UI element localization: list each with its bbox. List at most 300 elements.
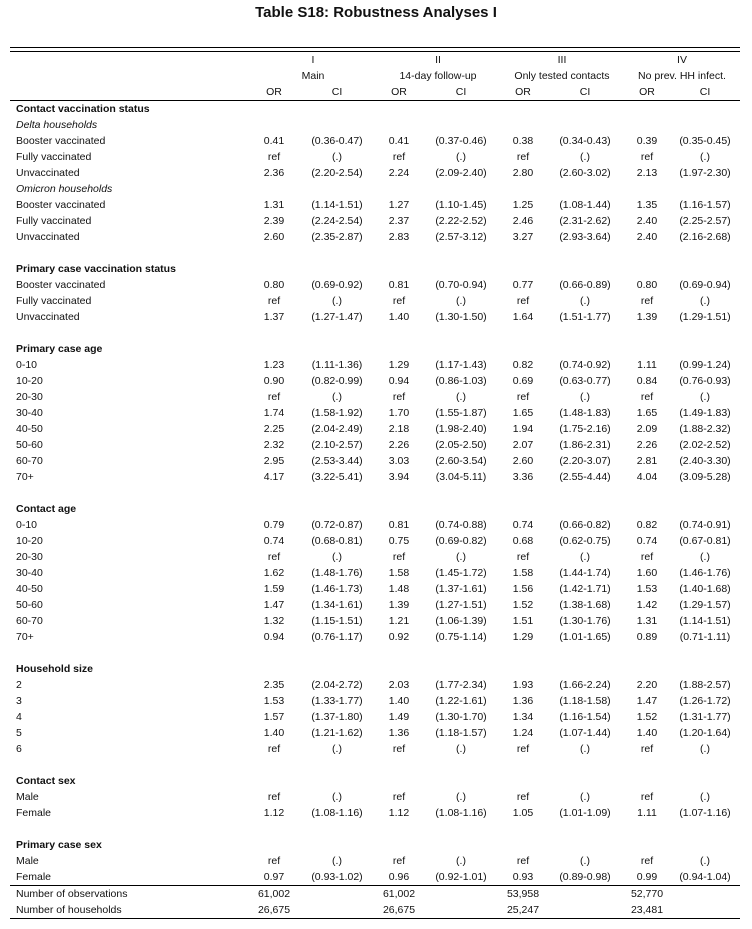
or-value: ref [640, 855, 654, 867]
or-value: 1.12 [388, 807, 410, 819]
or-value: 0.69 [512, 375, 534, 387]
header-spacer [10, 84, 250, 101]
or-value: 1.94 [512, 423, 534, 435]
section-title: Primary case vaccination status [16, 263, 176, 275]
section-title: Contact sex [16, 775, 76, 787]
ci-value: (2.60-3.54) [435, 455, 487, 467]
ci-value: (1.07-1.16) [679, 807, 731, 819]
table-row [10, 789, 740, 805]
ci-value: (3.22-5.41) [311, 471, 363, 483]
or-value: 1.35 [636, 199, 658, 211]
section-header [10, 773, 740, 789]
ci-value: (2.57-3.12) [435, 231, 487, 243]
or-value: 1.31 [263, 199, 285, 211]
footer-value: 26,675 [376, 902, 422, 919]
or-value: 2.40 [636, 215, 658, 227]
row-label: 5 [16, 727, 22, 739]
or-value: ref [267, 791, 281, 803]
ci-value: (.) [456, 791, 466, 803]
or-value: 0.81 [388, 519, 410, 531]
table-row [10, 517, 740, 533]
or-value: 1.36 [512, 695, 534, 707]
or-value: 1.24 [512, 727, 534, 739]
or-value: 0.41 [263, 135, 285, 147]
or-value: 2.36 [263, 167, 285, 179]
or-value: ref [516, 391, 530, 403]
row-label: 70+ [16, 631, 34, 643]
or-value: ref [516, 551, 530, 563]
or-value: ref [392, 791, 406, 803]
ci-value: (1.21-1.62) [311, 727, 363, 739]
ci-value: (1.88-2.32) [679, 423, 731, 435]
or-value: 1.57 [263, 711, 285, 723]
or-value: ref [392, 855, 406, 867]
row-label: Unvaccinated [16, 311, 80, 323]
or-value: 1.21 [388, 615, 410, 627]
table-title: Table S18: Robustness Analyses I [255, 4, 497, 21]
ci-value: (1.58-1.92) [311, 407, 363, 419]
row-label: 70+ [16, 471, 34, 483]
row-label: Fully vaccinated [16, 215, 92, 227]
ci-value: (1.31-1.77) [679, 711, 731, 723]
table-row [10, 709, 740, 725]
or-value: 0.77 [512, 279, 534, 291]
ci-value: (1.29-1.57) [679, 599, 731, 611]
ci-value: (0.69-0.92) [311, 279, 363, 291]
or-value: ref [640, 791, 654, 803]
ci-value: (3.09-5.28) [679, 471, 731, 483]
ci-value: (1.48-1.83) [559, 407, 611, 419]
ci-value: (0.74-0.88) [435, 519, 487, 531]
row-label: Unvaccinated [16, 167, 80, 179]
or-value: ref [516, 151, 530, 163]
or-value: ref [640, 295, 654, 307]
table-row [10, 437, 740, 453]
ci-value: (1.97-2.30) [679, 167, 731, 179]
or-value: 1.62 [263, 567, 285, 579]
or-value: 1.40 [388, 311, 410, 323]
or-value: 1.53 [636, 583, 658, 595]
footer-value: 61,002 [376, 886, 422, 903]
header-or-ci-row [10, 84, 740, 101]
ci-value: (1.40-1.68) [679, 583, 731, 595]
ci-value: (2.05-2.50) [435, 439, 487, 451]
ci-value: (1.30-1.50) [435, 311, 487, 323]
ci-value: (2.93-3.64) [559, 231, 611, 243]
or-value: 0.81 [388, 279, 410, 291]
spacer-row [10, 757, 740, 773]
section-title: Primary case age [16, 343, 103, 355]
ci-value: (1.16-1.54) [559, 711, 611, 723]
footer-empty [298, 886, 376, 903]
or-value: 2.81 [636, 455, 658, 467]
ci-value: (0.94-1.04) [679, 871, 731, 883]
or-value: 1.49 [388, 711, 410, 723]
row-label: Male [16, 855, 39, 867]
ci-value: (.) [332, 391, 342, 403]
or-value: ref [267, 391, 281, 403]
row-label: 50-60 [16, 599, 43, 611]
ci-value: (.) [332, 295, 342, 307]
or-value: 1.52 [512, 599, 534, 611]
or-value: 0.74 [512, 519, 534, 531]
ci-value: (1.37-1.61) [435, 583, 487, 595]
ci-value: (.) [700, 743, 710, 755]
table-row [10, 197, 740, 213]
ci-value: (0.66-0.89) [559, 279, 611, 291]
ci-value: (1.48-1.76) [311, 567, 363, 579]
table-row [10, 725, 740, 741]
or-value: 2.26 [388, 439, 410, 451]
ci-value: (1.06-1.39) [435, 615, 487, 627]
row-label: 10-20 [16, 535, 43, 547]
or-value: 3.27 [512, 231, 534, 243]
ci-value: (.) [580, 791, 590, 803]
section-title: Household size [16, 663, 94, 675]
ci-value: (1.08-1.44) [559, 199, 611, 211]
ci-value: (0.75-1.14) [435, 631, 487, 643]
or-value: 2.35 [263, 679, 285, 691]
or-value: 1.12 [263, 807, 285, 819]
ci-value: (.) [332, 151, 342, 163]
table-row [10, 469, 740, 485]
footer-empty [546, 886, 624, 903]
ci-value: (1.17-1.43) [435, 359, 487, 371]
or-value: 1.11 [637, 359, 657, 371]
model-numeral: III [557, 54, 567, 66]
ci-value: (1.26-1.72) [679, 695, 731, 707]
ci-value: (1.44-1.74) [559, 567, 611, 579]
ci-value: (0.66-0.82) [559, 519, 611, 531]
model-numeral: II [435, 54, 441, 66]
or-value: 2.95 [263, 455, 285, 467]
table-row [10, 453, 740, 469]
ci-value: (1.77-2.34) [435, 679, 487, 691]
or-value: 3.94 [388, 471, 410, 483]
or-value: ref [267, 855, 281, 867]
table-row [10, 581, 740, 597]
ci-value: (.) [580, 551, 590, 563]
section-header [10, 101, 740, 118]
or-value: 0.99 [636, 871, 658, 883]
ci-value: (0.69-0.94) [679, 279, 731, 291]
ci-value: (2.10-2.57) [311, 439, 363, 451]
footer-empty [298, 902, 376, 919]
or-value: 0.94 [263, 631, 285, 643]
ci-value: (1.30-1.70) [435, 711, 487, 723]
ci-value: (1.27-1.51) [435, 599, 487, 611]
table-row [10, 629, 740, 645]
table-body [10, 48, 740, 919]
table-row [10, 389, 740, 405]
ci-value: (1.38-1.68) [559, 599, 611, 611]
or-value: 2.60 [263, 231, 285, 243]
row-label: Male [16, 791, 39, 803]
col-or-header: OR [500, 84, 546, 101]
ci-value: (1.51-1.77) [559, 311, 611, 323]
or-value: 1.65 [636, 407, 658, 419]
ci-value: (.) [456, 295, 466, 307]
robustness-table [10, 47, 740, 919]
or-value: 1.65 [512, 407, 534, 419]
or-value: 2.46 [512, 215, 534, 227]
or-value: 1.05 [512, 807, 534, 819]
or-value: 0.82 [512, 359, 534, 371]
row-label: Booster vaccinated [16, 279, 106, 291]
table-row [10, 405, 740, 421]
ci-value: (2.16-2.68) [679, 231, 731, 243]
or-value: 1.40 [636, 727, 658, 739]
ci-value: (0.99-1.24) [679, 359, 731, 371]
ci-value: (0.67-0.81) [679, 535, 731, 547]
row-label: Booster vaccinated [16, 199, 106, 211]
footer-value: 52,770 [624, 886, 670, 903]
or-value: 2.07 [512, 439, 534, 451]
ci-value: (0.93-1.02) [311, 871, 363, 883]
or-value: 1.25 [512, 199, 534, 211]
ci-value: (1.98-2.40) [435, 423, 487, 435]
ci-value: (2.20-2.54) [311, 167, 363, 179]
col-ci-header: CI [298, 84, 376, 101]
footer-value: 23,481 [624, 902, 670, 919]
ci-value: (.) [332, 855, 342, 867]
or-value: 1.56 [512, 583, 534, 595]
table-row [10, 677, 740, 693]
or-value: 4.04 [636, 471, 658, 483]
model-name: No prev. HH infect. [638, 70, 726, 82]
model-name: Only tested contacts [514, 70, 610, 82]
ci-value: (1.07-1.44) [559, 727, 611, 739]
footer-value: 25,247 [500, 902, 546, 919]
table-row [10, 293, 740, 309]
or-value: 2.03 [388, 679, 410, 691]
or-value: 1.37 [263, 311, 285, 323]
section-title: Primary case sex [16, 839, 102, 851]
ci-value: (0.35-0.45) [679, 135, 731, 147]
subgroup-row [10, 117, 740, 133]
row-label: 60-70 [16, 455, 43, 467]
ci-value: (.) [456, 151, 466, 163]
ci-value: (1.33-1.77) [311, 695, 363, 707]
ci-value: (.) [700, 855, 710, 867]
footer-label: Number of households [10, 902, 250, 919]
observations-row [10, 886, 740, 903]
or-value: 1.39 [636, 311, 658, 323]
or-value: ref [392, 743, 406, 755]
table-row [10, 149, 740, 165]
or-value: ref [640, 151, 654, 163]
or-value: 0.74 [636, 535, 658, 547]
or-value: 0.96 [388, 871, 410, 883]
table-row [10, 277, 740, 293]
ci-value: (.) [700, 151, 710, 163]
ci-value: (2.09-2.40) [435, 167, 487, 179]
header-names-row [10, 68, 740, 84]
col-or-header: OR [624, 84, 670, 101]
row-label: Unvaccinated [16, 231, 80, 243]
ci-value: (0.89-0.98) [559, 871, 611, 883]
ci-value: (0.82-0.99) [311, 375, 363, 387]
model-name: Main [301, 70, 325, 82]
ci-value: (2.35-2.87) [311, 231, 363, 243]
or-value: 0.79 [263, 519, 285, 531]
footer-empty [422, 902, 500, 919]
or-value: 0.89 [636, 631, 658, 643]
or-value: 2.26 [636, 439, 658, 451]
ci-value: (1.16-1.57) [679, 199, 731, 211]
row-label: 60-70 [16, 615, 43, 627]
row-label: 40-50 [16, 583, 43, 595]
ci-value: (2.53-3.44) [311, 455, 363, 467]
or-value: ref [392, 551, 406, 563]
or-value: 1.47 [636, 695, 658, 707]
or-value: 3.03 [388, 455, 410, 467]
or-value: 1.47 [263, 599, 285, 611]
subgroup-label: Delta households [16, 119, 98, 131]
ci-value: (2.40-3.30) [679, 455, 731, 467]
ci-value: (0.92-1.01) [435, 871, 487, 883]
or-value: 2.83 [388, 231, 410, 243]
table-row [10, 853, 740, 869]
or-value: 1.53 [263, 695, 285, 707]
or-value: 3.36 [512, 471, 534, 483]
ci-value: (1.10-1.45) [435, 199, 487, 211]
row-label: 0-10 [16, 519, 38, 531]
ci-value: (1.01-1.09) [559, 807, 611, 819]
or-value: 1.48 [388, 583, 410, 595]
or-value: ref [267, 295, 281, 307]
ci-value: (1.49-1.83) [679, 407, 731, 419]
ci-value: (2.31-2.62) [559, 215, 611, 227]
or-value: 2.60 [512, 455, 534, 467]
ci-value: (1.01-1.65) [559, 631, 611, 643]
model-numeral: I [311, 54, 315, 66]
ci-value: (2.02-2.52) [679, 439, 731, 451]
table-row [10, 533, 740, 549]
ci-value: (2.04-2.72) [311, 679, 363, 691]
row-label: Fully vaccinated [16, 295, 92, 307]
ci-value: (.) [456, 743, 466, 755]
ci-value: (.) [580, 743, 590, 755]
spacer-row [10, 645, 740, 661]
households-row [10, 902, 740, 919]
table-row [10, 805, 740, 821]
ci-value: (1.15-1.51) [311, 615, 363, 627]
or-value: 0.93 [512, 871, 534, 883]
footer-value: 53,958 [500, 886, 546, 903]
ci-value: (2.55-4.44) [559, 471, 611, 483]
section-title: Contact vaccination status [16, 103, 150, 115]
or-value: 0.38 [512, 135, 534, 147]
or-value: 1.52 [636, 711, 658, 723]
footer-empty [670, 886, 740, 903]
or-value: 2.80 [512, 167, 534, 179]
ci-value: (0.76-0.93) [679, 375, 731, 387]
spacer-row [10, 485, 740, 501]
or-value: 0.80 [636, 279, 658, 291]
footer-empty [422, 886, 500, 903]
section-header [10, 837, 740, 853]
footer-value: 26,675 [250, 902, 298, 919]
table-row [10, 741, 740, 757]
table-row [10, 373, 740, 389]
row-label: 4 [16, 711, 22, 723]
ci-value: (1.08-1.16) [435, 807, 487, 819]
ci-value: (0.72-0.87) [311, 519, 363, 531]
or-value: 2.39 [263, 215, 285, 227]
table-row [10, 693, 740, 709]
ci-value: (0.71-1.11) [679, 631, 731, 643]
row-label: 20-30 [16, 551, 43, 563]
or-value: 0.68 [512, 535, 534, 547]
or-value: ref [392, 295, 406, 307]
header-spacer [10, 52, 250, 69]
row-label: 50-60 [16, 439, 43, 451]
row-label: 6 [16, 743, 22, 755]
subgroup-row [10, 181, 740, 197]
col-ci-header: CI [670, 84, 740, 101]
ci-value: (3.04-5.11) [435, 471, 487, 483]
or-value: ref [640, 551, 654, 563]
row-label: Fully vaccinated [16, 151, 92, 163]
or-value: 1.42 [636, 599, 658, 611]
or-value: 1.60 [636, 567, 658, 579]
footer-empty [670, 902, 740, 919]
ci-value: (1.66-2.24) [559, 679, 611, 691]
row-label: 2 [16, 679, 22, 691]
section-header [10, 501, 740, 517]
ci-value: (.) [332, 743, 342, 755]
or-value: 1.23 [263, 359, 285, 371]
row-label: 10-20 [16, 375, 43, 387]
ci-value: (1.34-1.61) [311, 599, 363, 611]
ci-value: (0.34-0.43) [559, 135, 611, 147]
or-value: ref [640, 391, 654, 403]
or-value: ref [267, 551, 281, 563]
or-value: 1.58 [388, 567, 410, 579]
spacer-row [10, 821, 740, 837]
ci-value: (1.18-1.58) [559, 695, 611, 707]
ci-value: (.) [700, 391, 710, 403]
ci-value: (.) [332, 551, 342, 563]
table-row [10, 597, 740, 613]
ci-value: (1.14-1.51) [311, 199, 363, 211]
row-label: 40-50 [16, 423, 43, 435]
or-value: ref [516, 743, 530, 755]
or-value: 1.29 [512, 631, 534, 643]
ci-value: (.) [580, 295, 590, 307]
ci-value: (1.20-1.64) [679, 727, 731, 739]
ci-value: (1.11-1.36) [311, 359, 363, 371]
ci-value: (0.63-0.77) [559, 375, 611, 387]
or-value: 0.75 [388, 535, 410, 547]
row-label: 30-40 [16, 407, 43, 419]
ci-value: (.) [580, 391, 590, 403]
ci-value: (0.36-0.47) [311, 135, 363, 147]
ci-value: (1.37-1.80) [311, 711, 363, 723]
ci-value: (1.42-1.71) [559, 583, 611, 595]
header-spacer [10, 68, 250, 84]
table-row [10, 133, 740, 149]
section-header [10, 661, 740, 677]
row-label: 20-30 [16, 391, 43, 403]
or-value: 1.40 [388, 695, 410, 707]
row-label: Booster vaccinated [16, 135, 106, 147]
table-row [10, 213, 740, 229]
or-value: 1.64 [512, 311, 534, 323]
spacer-row [10, 245, 740, 261]
row-label: Female [16, 871, 52, 883]
